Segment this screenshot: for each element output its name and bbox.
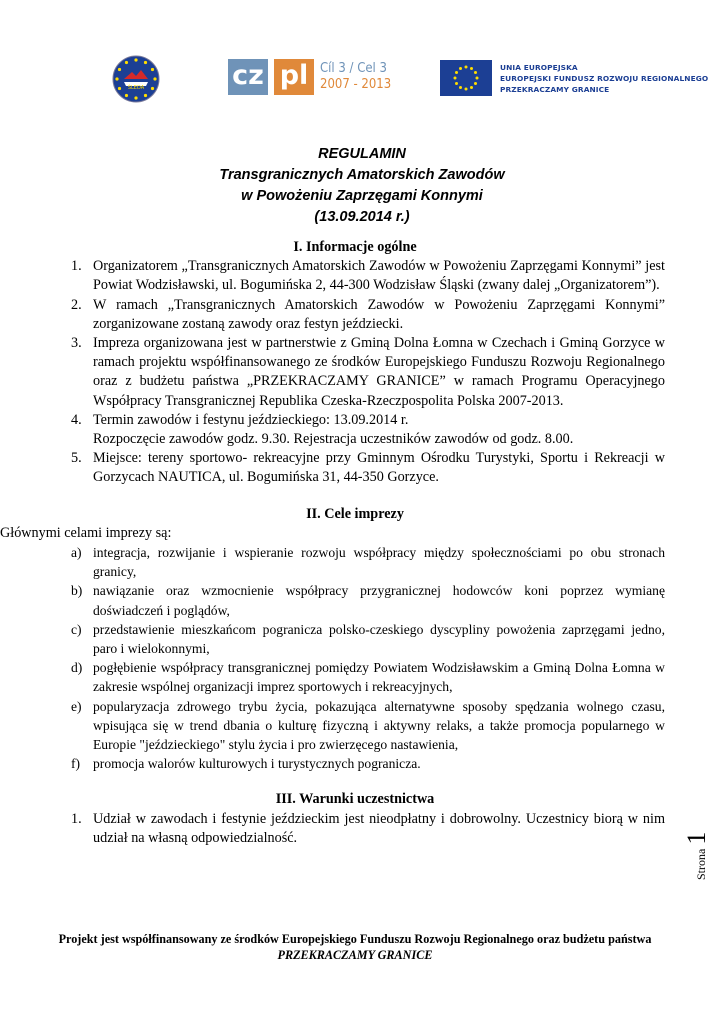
czpl-line1: Cíl 3 / Cel 3	[320, 61, 387, 76]
czpl-line2: 2007 - 2013	[320, 77, 392, 92]
eu-flag-icon	[440, 60, 492, 96]
page-number	[672, 800, 722, 880]
list-item: c) przedstawienie mieszkańcom pogranicza polsko-czeskiego dyscypliny powożenia zaprzęgami jedno, paro i wielokonnymi,	[71, 621, 665, 657]
list-item: a) integracja, rozwijanie i wspieranie rozwoju współpracy między społecznościami po obu stronach granicy,	[71, 545, 665, 580]
section3-list	[45, 810, 665, 848]
title-line4: (13.09.2014 r.)	[314, 209, 410, 225]
euroregion-logo-text: ŚLEDA	[127, 85, 145, 91]
section2-list	[45, 543, 665, 773]
euroregion-logo	[112, 55, 160, 103]
section-heading: III. Warunki uczestnictwa	[275, 791, 435, 808]
eu-line3: PRZEKRACZAMY GRANICE	[500, 85, 610, 94]
footer	[45, 932, 665, 963]
list-item: 2. W ramach „Transgranicznych Amatorskich Zawodów w Powożeniu Zaprzęgami Konnymi” zorganizowane zostaną zawody oraz festyn jeździecki.	[71, 296, 665, 332]
document-title	[0, 144, 724, 228]
footer-line1: Projekt jest współfinansowany ze środków Europejskiego Funduszu Rozwoju Regionalnego oraz budżetu państwa	[58, 932, 652, 946]
list-item: 1. Udział w zawodach i festynie jeździeckim jest nieodpłatny i dobrowolny. Uczestnicy biorą w nim udział na własną odpowiedzialność.	[71, 810, 665, 846]
page-number-label: Strona	[694, 848, 708, 880]
footer-line2: PRZEKRACZAMY GRANICE	[277, 947, 433, 962]
list-item: d) pogłębienie współpracy transgranicznej pomiędzy Powiatem Wodzisławskim a Gminą Dolna Łomna w zakresie wspólnej organizacji imprez sportowych i rekreacyjnych,	[71, 660, 665, 695]
list-item: 5. Miejsce: tereny sportowo- rekreacyjne przy Gminnym Ośrodku Turystyki, Sportu i Rekreacji w Gorzycach NAUTICA, ul. Bogumińska 31, 44-350 Gorzyce.	[71, 450, 665, 486]
title-line1: REGULAMIN	[318, 146, 406, 162]
header-logos	[0, 52, 724, 106]
czpl-programme-text	[320, 61, 410, 93]
list-item: f) promocja walorów kulturowych i turystycznych pogranicza.	[71, 756, 421, 772]
czpl-cz-box: cz	[228, 59, 268, 95]
page-number-value: 1	[682, 831, 711, 845]
list-item: 3. Impreza organizowana jest w partnerstwie z Gminą Dolna Łomna w Czechach i Gminą Gorzyce w ramach projektu współfinansowanego ze środków Europejskiego Funduszu Rozwoju Regionalnego oraz z budżetu państwa „PRZEKRACZAMY GRANICE” w ramach Programu Operacyjnego Współpracy Transgranicznej Republika Czeska-Rzeczpospolita Polska 2007-2013.	[71, 335, 665, 409]
section-heading: II. Cele imprezy	[306, 505, 404, 522]
list-item: e) popularyzacja zdrowego trybu życia, pokazująca alternatywne sposoby spędzania wolnego czasu, wpisująca się w trend dbania o kulturę fizyczną i aktywny relaks, a także promocja popularnego w Europie "jeździeckiego" stylu życia i pro zwierzęcego nastawienia,	[71, 698, 665, 753]
list-item: 1. Organizatorem „Transgranicznych Amatorskich Zawodów w Powożeniu Zaprzęgami Konnymi” jest Powiat Wodzisławski, ul. Bogumińska 2, 44-300 Wodzisław Śląski (zwany dalej „Organizatorem”).	[71, 258, 665, 294]
eu-line1: UNIA EUROPEJSKA	[500, 63, 578, 72]
section2-intro: Głównymi celami imprezy są:	[0, 524, 172, 541]
eu-logo-text	[500, 62, 708, 95]
eu-line2: EUROPEJSKI FUNDUSZ ROZWOJU REGIONALNEGO	[500, 74, 709, 83]
section-heading: I. Informacje ogólne	[293, 239, 417, 255]
title-line2: Transgranicznych Amatorskich Zawodów	[219, 167, 505, 183]
czpl-pl-box: pl	[274, 59, 314, 95]
list-item: 4. Termin zawodów i festynu jeździeckiego: 13.09.2014 r. Rozpoczęcie zawodów godz. 9.30. Rejestracja uczestników zawodów od godz. 8.00.	[71, 411, 574, 448]
section1-list	[45, 257, 665, 487]
title-line3: w Powożeniu Zaprzęgami Konnymi	[241, 188, 483, 204]
list-item: b) nawiązanie oraz wzmocnienie współpracy przygranicznej hodowców koni poprzez wymianę doświadczeń i poglądów,	[71, 583, 665, 618]
document-body	[0, 238, 665, 848]
euroregion-emblem-icon	[112, 55, 160, 103]
